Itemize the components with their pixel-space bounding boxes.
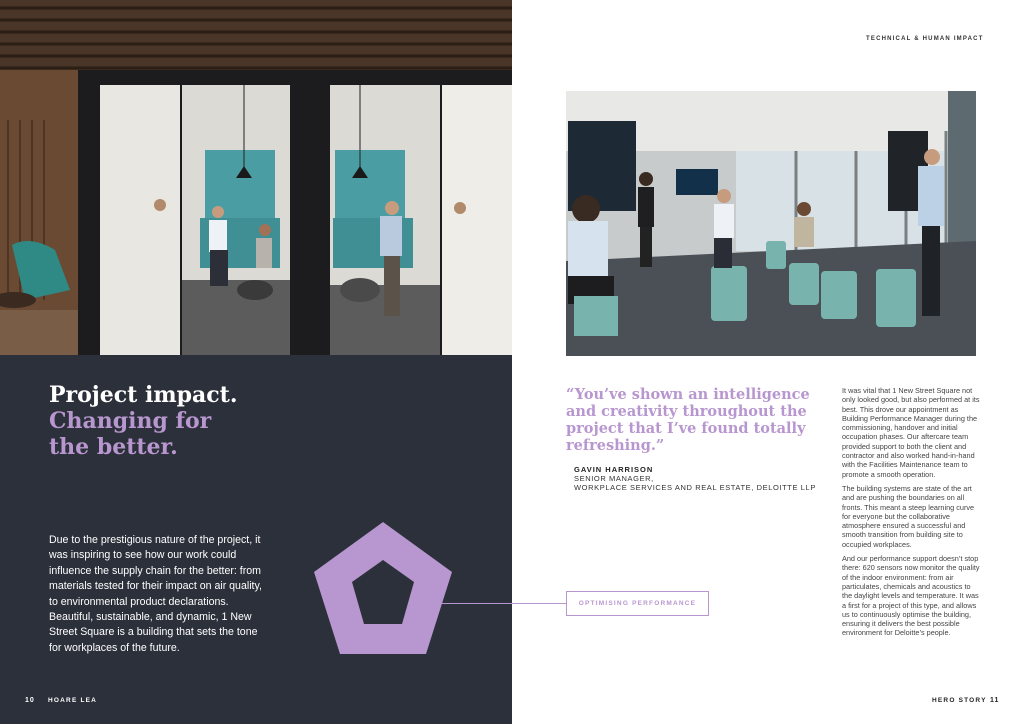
left-body-text: Due to the prestigious nature of the project, it was inspiring to see how our work could influence the supply chain for the better: from materials tested for their impact on air quality, to environmental product declarations. Beautiful, sustainable, and dynamic, 1 New Street Square is a building that sets the tone for workplaces of the future. (49, 534, 262, 654)
pull-quote: “You’ve shown an intelligence and creativity throughout the project that I’ve found totally refreshing.” (566, 386, 810, 454)
heading-line-3: the better. (49, 434, 178, 460)
optimising-performance-callout: OPTIMISING PERFORMANCE (566, 591, 709, 616)
pentagon-graphic (312, 520, 454, 656)
heading-line-2: Changing for (49, 408, 212, 434)
quote-attribution-name: GAVIN HARRISON (574, 465, 654, 474)
quote-attribution-role (574, 474, 816, 492)
body-paragraph-2: The building systems are state of the art and are pushing the boundaries on all fronts. This meant a steep learning curve for everyone but the collaborative atmosphere ensured a successful and smooth transition from building site to occupied workplaces. (842, 483, 975, 549)
running-header: TECHNICAL & HUMAN IMPACT (866, 36, 984, 42)
meeting-booths-photo (0, 0, 512, 355)
open-workspace-photo (566, 91, 976, 356)
quote-role-line-1: SENIOR MANAGER, (574, 474, 654, 483)
left-page-number: 10 (25, 697, 35, 704)
body-paragraph-1: It was vital that 1 New Street Square not only looked good, but also performed at its best. This drove our appointment as Building Performance Manager during the commissioning, handover and initial occupation phases. Our aftercare team provided support to both the client and contractor and also worked hand-in-hand with the Facilities Maintenance team to promote a smooth operation. (842, 386, 980, 479)
right-footer-brand: HERO STORY (932, 697, 987, 704)
connector-line (440, 603, 566, 604)
left-footer-brand: HOARE LEA (48, 697, 98, 704)
heading-line-1: Project impact. (49, 382, 238, 408)
body-paragraph-3: And our performance support doesn’t stop there: 620 sensors now monitor the quality of the indoor environment: from air particulates, chemicals and acoustics to the daylight levels and temperature. It was a first for a project of this type, and allows us to continuously optimise the building, ensuring it delivers the best possible environment for Deloitte’s people. (842, 554, 980, 638)
right-body-text (842, 386, 982, 643)
right-page-number: 11 (990, 697, 1000, 704)
left-heading (49, 382, 309, 460)
quote-role-line-2: WORKPLACE SERVICES AND REAL ESTATE, DELOITTE LLP (574, 483, 816, 492)
